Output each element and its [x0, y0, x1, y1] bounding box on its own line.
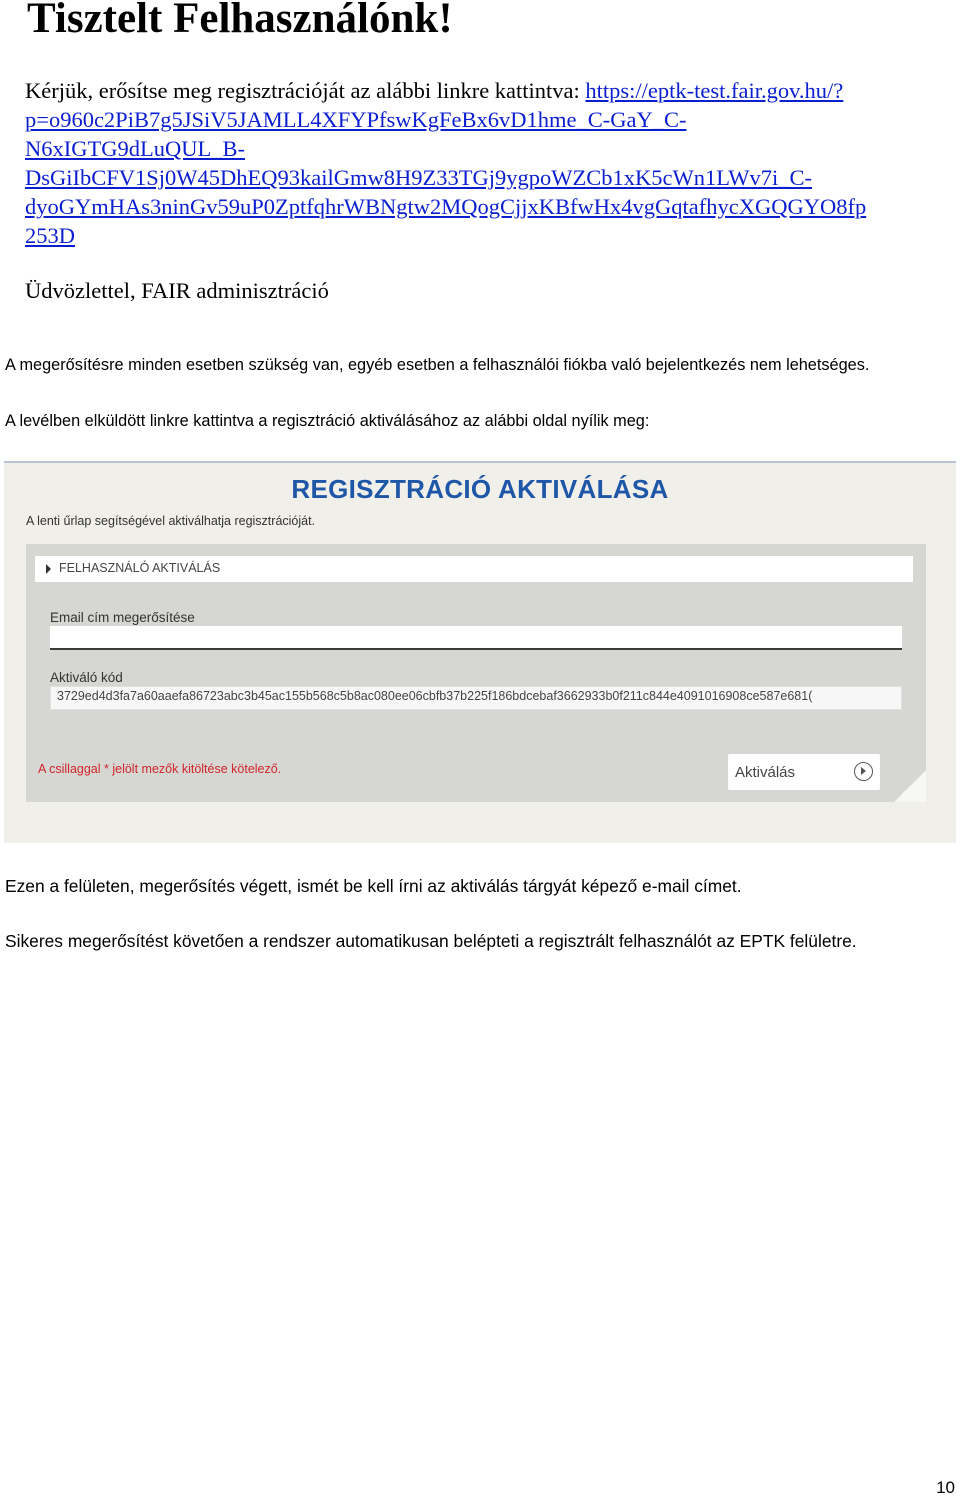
email-confirm-input[interactable]	[50, 626, 902, 650]
activation-link-line-6[interactable]: 253D	[25, 223, 75, 248]
activation-code-label: Aktiváló kód	[50, 670, 123, 685]
activation-intro: A lenti űrlap segítségével aktiválhatja regisztrációját.	[26, 514, 316, 528]
play-circle-icon	[854, 762, 873, 781]
email-signature: Üdvözlettel, FAIR adminisztráció	[25, 278, 329, 303]
section-header-user-activation[interactable]	[35, 556, 913, 582]
section-header-label: FELHASZNÁLÓ AKTIVÁLÁS	[59, 561, 221, 575]
caret-right-icon	[46, 564, 51, 574]
paragraph-confirmation-required: A megerősítésre minden esetben szükség van, egyéb esetben a felhasználói fiókba való bejelentkezés nem lehetséges.	[5, 356, 870, 374]
activation-link-line-1[interactable]: https://eptk-test.fair.gov.hu/?	[585, 78, 844, 103]
activation-link-line-2[interactable]: p=o960c2PiB7g5JSiV5JAMLL4XFYPfswKgFeBx6vD1hme_C-GaY_C-	[25, 107, 687, 132]
page-number: 10	[936, 1478, 955, 1497]
email-screenshot	[0, 0, 960, 310]
paragraph-link-opens-page: A levélben elküldött linkre kattintva a regisztráció aktiválásához az alábbi oldal nyílik meg:	[5, 412, 650, 430]
activate-button[interactable]	[728, 754, 880, 790]
page-curl-decoration	[894, 770, 926, 802]
activation-link-line-4[interactable]: DsGiIbCFV1Sj0W45DhEQ93kailGmw8H9Z33TGj9ygpoWZCb1xK5cWn1LWv7i_C-	[25, 165, 813, 190]
email-greeting: Tisztelt Felhasználónk!	[27, 0, 453, 42]
activation-link-line-3[interactable]: N6xIGTG9dLuQUL_B-	[25, 136, 245, 161]
required-fields-note: A csillaggal * jelölt mezők kitöltése kötelező.	[38, 762, 282, 776]
paragraph-reenter-email: Ezen a felületen, megerősítés végett, ismét be kell írni az aktiválás tárgyát képező e-mail címet.	[5, 876, 742, 896]
activation-code-field[interactable]: 3729ed4d3fa7a60aaefa86723abc3b45ac155b568c5b8ac080ee06cbfb37b225f186bdcebaf3662933b0f211c844e4091016908ce587e681(	[50, 686, 902, 710]
paragraph-auto-login: Sikeres megerősítést követően a rendszer automatikusan belépteti a regisztrált felhasználót az EPTK felületre.	[5, 931, 857, 951]
activation-title: REGISZTRÁCIÓ AKTIVÁLÁSA	[291, 474, 669, 504]
activation-form-panel	[26, 544, 926, 802]
email-confirm-label: Email cím megerősítése	[50, 610, 195, 625]
activation-page-screenshot	[4, 461, 956, 843]
email-intro: Kérjük, erősítse meg regisztrációját az alábbi linkre kattintva:	[25, 78, 580, 103]
email-body	[25, 76, 960, 250]
activation-link-line-5[interactable]: dyoGYmHAs3ninGv59uP0ZptfqhrWBNgtw2MQogCjjxKBfwHx4vgGqtafhycXGQGYO8fp	[25, 194, 867, 219]
activate-button-label: Aktiválás	[735, 763, 796, 781]
